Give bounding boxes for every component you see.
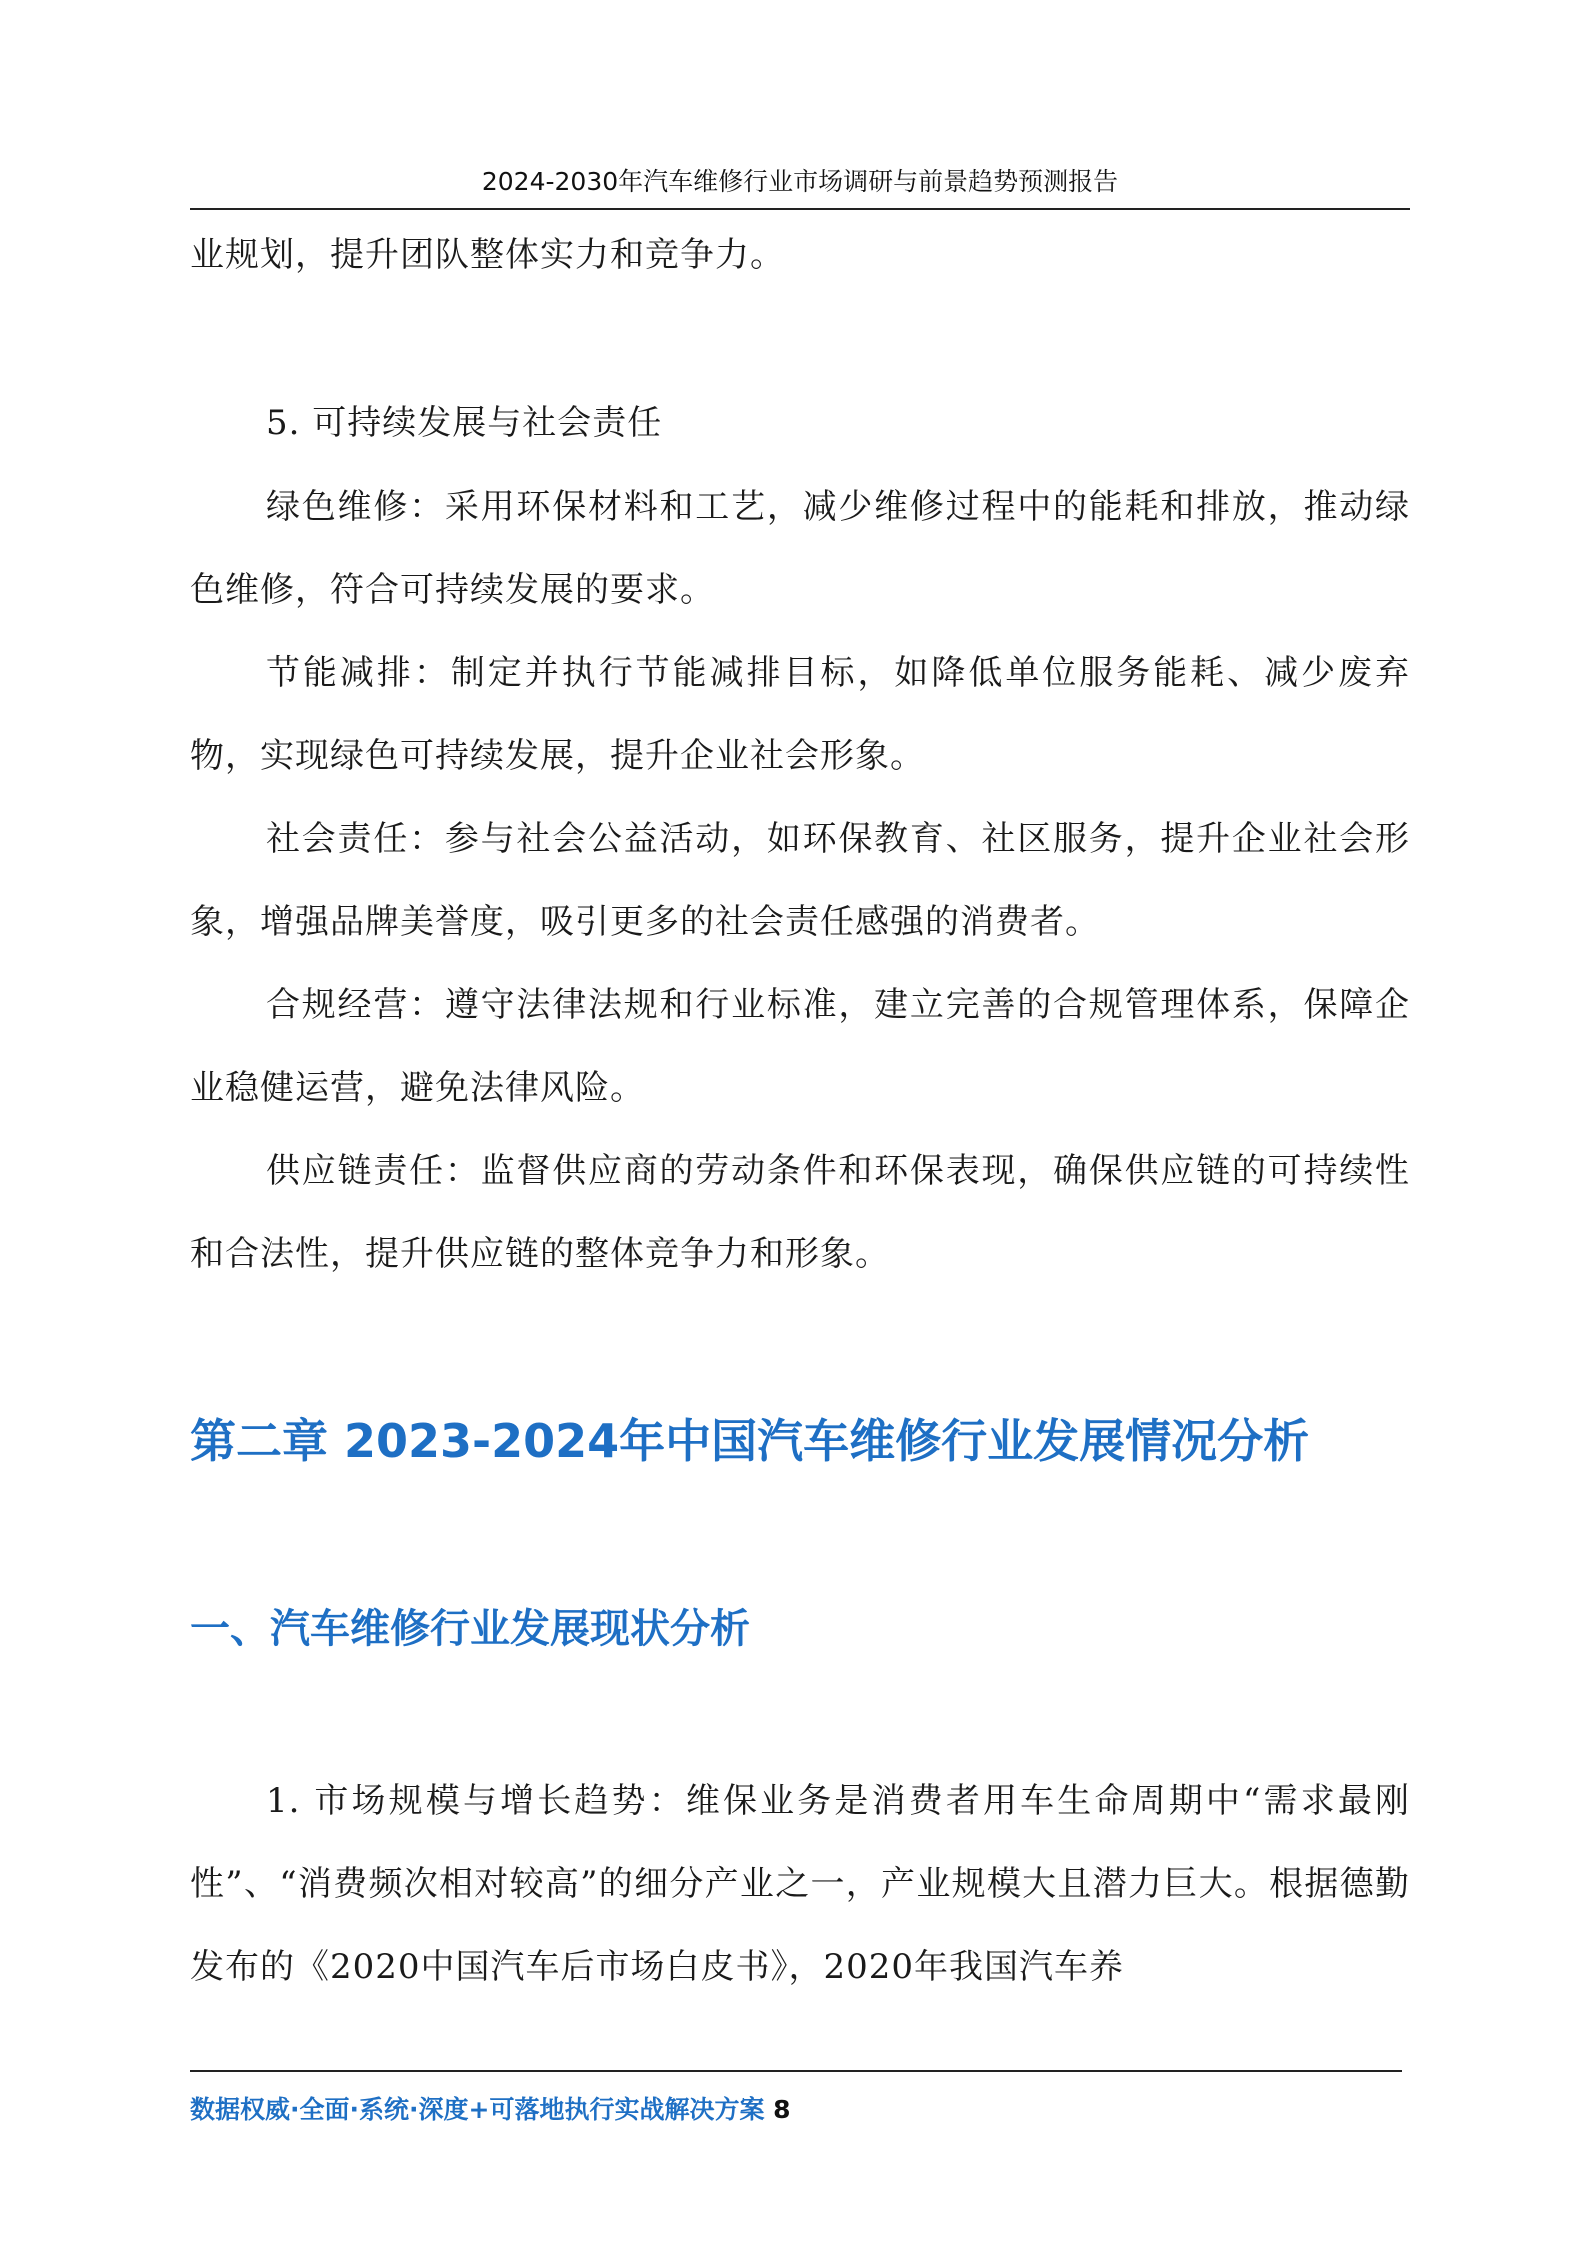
item5-heading: 5. 可持续发展与社会责任 xyxy=(266,403,663,443)
page-header xyxy=(190,150,1410,210)
page-number: 8 xyxy=(773,2095,791,2124)
paragraph-compliance: 合规经营：遵守法律法规和行业标准，建立完善的合规管理体系，保障企业稳健运营，避免法律风险。 xyxy=(190,985,1410,1108)
paragraph-market-scale: 1. 市场规模与增长趋势：维保业务是消费者用车生命周期中“需求最刚性”、“消费频次相对较高”的细分产业之一，产业规模大且潜力巨大。根据德勤发布的《2020中国汽车后市场白皮书》，2020年我国汽车养 xyxy=(190,1781,1410,1987)
chapter-title: 第二章 2023-2024年中国汽车维修行业发展情况分析 xyxy=(190,1414,1310,1468)
paragraph-supply-chain: 供应链责任：监督供应商的劳动条件和环保表现，确保供应链的可持续性和合法性，提升供应链的整体竞争力和形象。 xyxy=(190,1151,1410,1274)
section-title: 一、汽车维修行业发展现状分析 xyxy=(190,1606,750,1652)
paragraph-social-responsibility: 社会责任：参与社会公益活动，如环保教育、社区服务，提升企业社会形象，增强品牌美誉度，吸引更多的社会责任感强的消费者。 xyxy=(190,819,1410,942)
page-footer xyxy=(190,2090,791,2126)
footer-slogan: 数据权威·全面·系统·深度+可落地执行实战解决方案 xyxy=(190,2095,765,2124)
paragraph-continued: 业规划，提升团队整体实力和竞争力。 xyxy=(190,235,785,275)
header-title: 2024-2030年汽车维修行业市场调研与前景趋势预测报告 xyxy=(481,167,1119,196)
footer-divider xyxy=(190,2070,1402,2072)
paragraph-energy-saving: 节能减排：制定并执行节能减排目标，如降低单位服务能耗、减少废弃物，实现绿色可持续发展，提升企业社会形象。 xyxy=(190,653,1410,776)
paragraph-green-repair: 绿色维修：采用环保材料和工艺，减少维修过程中的能耗和排放，推动绿色维修，符合可持续发展的要求。 xyxy=(190,487,1410,610)
